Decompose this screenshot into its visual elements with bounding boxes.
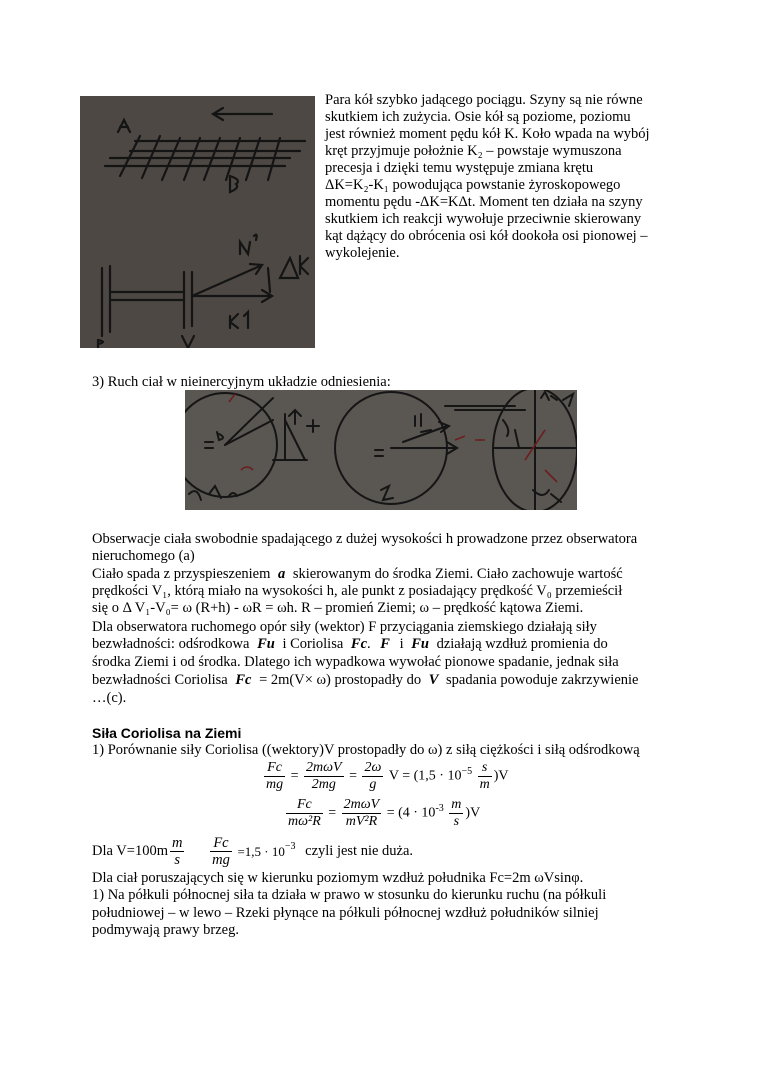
desc-line: kąt dążący do obrócenia osi kół dookoła osi pionowej – — [325, 228, 648, 244]
fc-symbol: Fc — [350, 636, 368, 652]
denominator: mg — [266, 777, 284, 792]
fraction — [478, 760, 492, 793]
earth-frames-sketch — [185, 390, 577, 510]
equals: = — [290, 768, 299, 784]
fu-symbol: Fu — [411, 636, 429, 652]
free-fall-line-1 — [92, 566, 623, 583]
final-line-1: Dla ciał poruszających się w kierunku poziomym wzdłuż południka Fc=2m ωVsinφ. — [92, 870, 584, 886]
numerator: s — [478, 760, 492, 777]
text: i Coriolisa — [282, 636, 344, 652]
denominator: 2mg — [311, 777, 336, 792]
denominator: s — [453, 814, 460, 829]
fraction — [342, 797, 382, 830]
equals: = — [349, 768, 357, 784]
observation-line-2: nieruchomego (a) — [92, 548, 195, 564]
f-symbol: F — [380, 636, 390, 652]
fraction — [286, 797, 323, 830]
equation-1 — [262, 760, 509, 793]
free-fall-line-3: się o Δ V₁-V₀= ω (R+h) - ωR = ωh. R – promień Ziemi; ω – prędkość kątowa Ziemi. — [92, 600, 584, 616]
exponent: −3 — [284, 841, 296, 852]
section-heading: 3) Ruch ciał w nieinercyjnym układzie odniesienia: — [92, 374, 391, 390]
fu-symbol: Fu — [257, 636, 275, 652]
eq-tail: )V — [465, 805, 481, 821]
desc-line: momentu pędu -ΔK=KΔt. Moment ten działa na szyny — [325, 194, 643, 210]
moving-observer-line-5: …(c). — [92, 690, 127, 706]
fraction — [264, 760, 285, 793]
train-wheels-description — [325, 92, 745, 262]
text: spadania powoduje zakrzywienie — [446, 672, 639, 688]
moving-observer-line-3: środka Ziemi i od środka. Dlatego ich wypadkowa wywołać pionowe spadanie, jednak siła — [92, 654, 619, 670]
coriolis-comparison-line: 1) Porównanie siły Coriolisa ((wektory)V prostopadły do ω) z siłą ciężkości i siłą odśrodkową — [92, 742, 640, 758]
desc-line: kręt przyjmuje położnie K₂ – powstaje wymuszona — [325, 143, 622, 159]
final-line-4: podmywają prawy brzeg. — [92, 922, 239, 938]
fraction — [449, 797, 463, 830]
denominator: mω²R — [288, 814, 321, 829]
observation-line-1: Obserwacje ciała swobodnie spadającego z dużej wysokości h prowadzone przez obserwatora — [92, 531, 638, 547]
final-line-3: południowej – w lewo – Rzeki płynące na półkuli północnej wzdłuż południków silniej — [92, 905, 599, 921]
numerator: Fc — [264, 760, 285, 777]
fraction — [210, 835, 232, 868]
numerator: m — [171, 835, 183, 851]
desc-line: wykolejenie. — [325, 245, 400, 261]
acceleration-symbol: a — [278, 566, 286, 582]
coriolis-heading: Siła Coriolisa na Ziemi — [92, 725, 242, 741]
desc-line: skutkiem ich reakcji wywołuje przeciwnie skierowany — [325, 211, 642, 227]
fc-symbol: Fc — [235, 672, 252, 688]
desc-line: jest również moment pędu kół K. Koło wpada na wybój — [325, 126, 650, 142]
numerator: m — [451, 797, 462, 812]
exponent: −5 — [461, 766, 473, 778]
text: = 2m(V× ω) prostopadły do — [259, 672, 422, 688]
desc-line: precesja i dzięki temu występuje zmiana krętu — [325, 160, 594, 176]
eq3-lead: Dla V=100m — [92, 843, 168, 859]
moving-observer-line-1: Dla obserwatora ruchomego opór siły (wektor) F przyciągania ziemskiego działają siły — [92, 619, 597, 635]
numerator: Fc — [210, 835, 232, 852]
free-fall-text: skierowanym do środka Ziemi. Ciało zachowuje wartość — [292, 566, 623, 582]
desc-line: Para kół szybko jadącego pociągu. Szyny są nie równe — [325, 92, 643, 108]
train-wheels-photo — [80, 96, 315, 348]
fraction — [170, 835, 184, 868]
exponent: -3 — [435, 803, 444, 815]
moving-observer-line-2 — [92, 636, 608, 653]
denominator: g — [369, 777, 377, 792]
text: . — [367, 636, 371, 652]
free-fall-text: Ciało spada z przyspieszeniem — [92, 566, 271, 582]
train-wheels-sketch — [80, 96, 315, 348]
numerator: 2ω — [364, 760, 382, 775]
eq3-value: =1,5 · 10 — [237, 844, 285, 859]
v-symbol: V — [428, 672, 439, 688]
equals: = — [328, 805, 337, 821]
eq-tail: V = (1,5 · 10 — [388, 768, 462, 784]
numerator: 2mωV — [306, 760, 342, 775]
text: bezwładności: odśrodkowa — [92, 636, 250, 652]
equation-2 — [284, 797, 480, 830]
denominator: mg — [212, 852, 230, 868]
final-line-2: 1) Na półkuli północnej siła ta działa w prawo w stosunku do kierunku ruchu (na półkuli — [92, 887, 607, 903]
desc-line: ΔK=K₂-K₁ powodująca powstanie żyroskopowego — [325, 177, 621, 193]
earth-frames-photo — [185, 390, 577, 510]
text: i — [399, 636, 404, 652]
free-fall-line-2: prędkości V₁, którą miało na wysokości h, ale punkt z posiadający prędkość V₀ przemieścił — [92, 583, 623, 599]
fraction — [304, 760, 344, 793]
moving-observer-line-4 — [92, 672, 638, 689]
text: działają wzdłuż promienia do — [436, 636, 608, 652]
denominator: s — [174, 852, 181, 868]
equation-3 — [92, 835, 413, 868]
fraction — [362, 760, 383, 793]
denominator: m — [479, 777, 490, 792]
eq3-tail: czyli jest nie duża. — [305, 843, 414, 859]
text: bezwładności Coriolisa — [92, 672, 228, 688]
denominator: mV²R — [345, 814, 378, 829]
desc-line: skutkiem ich zużycia. Osie kół są poziome, poziomu — [325, 109, 631, 125]
numerator: 2mωV — [343, 797, 380, 812]
numerator: Fc — [286, 797, 323, 814]
eq-tail: )V — [493, 768, 509, 784]
eq-tail: = (4 · 10 — [386, 805, 436, 821]
